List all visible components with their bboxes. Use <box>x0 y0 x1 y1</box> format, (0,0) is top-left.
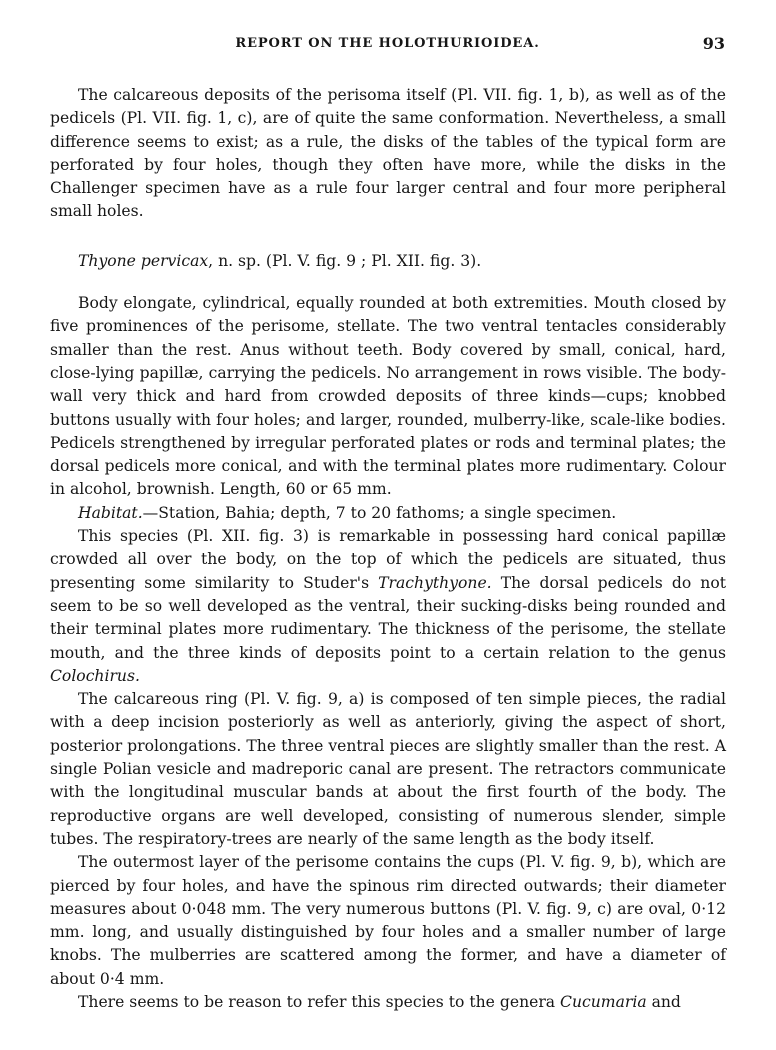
habitat-label: Habitat. <box>78 503 143 522</box>
genus-cucumaria: Cucumaria <box>560 992 647 1011</box>
paragraph-habitat <box>50 502 726 525</box>
paragraph-genera <box>50 991 726 1014</box>
species-heading <box>50 250 726 273</box>
running-title: REPORT ON THE HOLOTHURIOIDEA. <box>235 36 540 51</box>
species-name: Thyone pervicax <box>78 251 209 270</box>
body-text <box>50 84 726 1014</box>
genus-colochirus: Colochirus. <box>50 666 140 685</box>
paragraph-remarks <box>50 525 726 688</box>
remark-text-a: This species (Pl. XII. fig. 3) is remarkable in possessing hard conical papillæ crowded all over the body, on the top of which the pedicels are situated, thus presenting some similarity to Studer's <box>50 527 726 592</box>
page-header <box>50 36 725 60</box>
paragraph-outer-layer: The outermost layer of the perisome contains the cups (Pl. V. fig. 9, b), which are pierced by four holes, and have the spinous rim directed outwards; their diameter measures about 0·048 mm. The very numerous buttons (Pl. V. fig. 9, c) are oval, 0·12 mm. long, and usually distinguished by four holes and a smaller number of large knobs. The mulberries are scattered among the former, and have a diameter of about 0·4 mm. <box>50 853 726 988</box>
genera-text-a: There seems to be reason to refer this species to the genera <box>78 992 561 1011</box>
genera-text-b: and <box>646 992 681 1011</box>
habitat-text: —Station, Bahia; depth, 7 to 20 fathoms; a single specimen. <box>142 503 617 522</box>
paragraph-calcareous-ring: The calcareous ring (Pl. V. fig. 9, a) is composed of ten simple pieces, the radial with a deep incision posteriorly as well as anteriorly, giving the aspect of short, posterior prolongations. The three ventral pieces are slightly smaller than the rest. A single Polian vesicle and madreporic canal are present. The retractors communicate with the longitudinal muscular bands at about the first fourth of the body. The reproductive organs are well developed, consisting of numerous slender, simple tubes. The respiratory-trees are nearly of the same length as the body itself. <box>50 690 726 848</box>
paragraph-calcareous-deposits: The calcareous deposits of the perisoma itself (Pl. VII. fig. 1, b), as well as of the pedicels (Pl. VII. fig. 1, c), are of quite the same conformation. Nevertheless, a small difference seems to exist; as a rule, the disks of the tables of the typical form are perforated by four holes, though they often have more, while the disks in the Challenger specimen have as a rule four larger central and four more peripheral small holes. <box>50 86 726 221</box>
species-reference: , n. sp. (Pl. V. fig. 9 ; Pl. XII. fig. 3). <box>208 251 482 270</box>
remark-text-b: The dorsal pedicels do not seem to be so well developed as the ventral, their sucking-disks being rounded and their terminal plates more rudimentary. The thickness of the perisome, the stellate mouth, and the three kinds of deposits point to a certain relation to the genus <box>50 573 726 662</box>
paragraph-description: Body elongate, cylindrical, equally rounded at both extremities. Mouth closed by five prominences of the perisome, stellate. The two ventral tentacles considerably smaller than the rest. Anus without teeth. Body covered by small, conical, hard, close-lying papillæ, carrying the pedicels. No arrangement in rows visible. The body-wall very thick and hard from crowded deposits of three kinds—cups; knobbed buttons usually with four holes; and larger, rounded, mulberry-like, scale-like bodies. Pedicels strengthened by irregular perforated plates or rods and terminal plates; the dorsal pedicels more conical, and with the terminal plates more rudimentary. Colour in alcohol, brownish. Length, 60 or 65 mm. <box>50 294 726 499</box>
page-number: 93 <box>702 34 725 53</box>
genus-trachythyone: Trachythyone. <box>378 573 492 592</box>
